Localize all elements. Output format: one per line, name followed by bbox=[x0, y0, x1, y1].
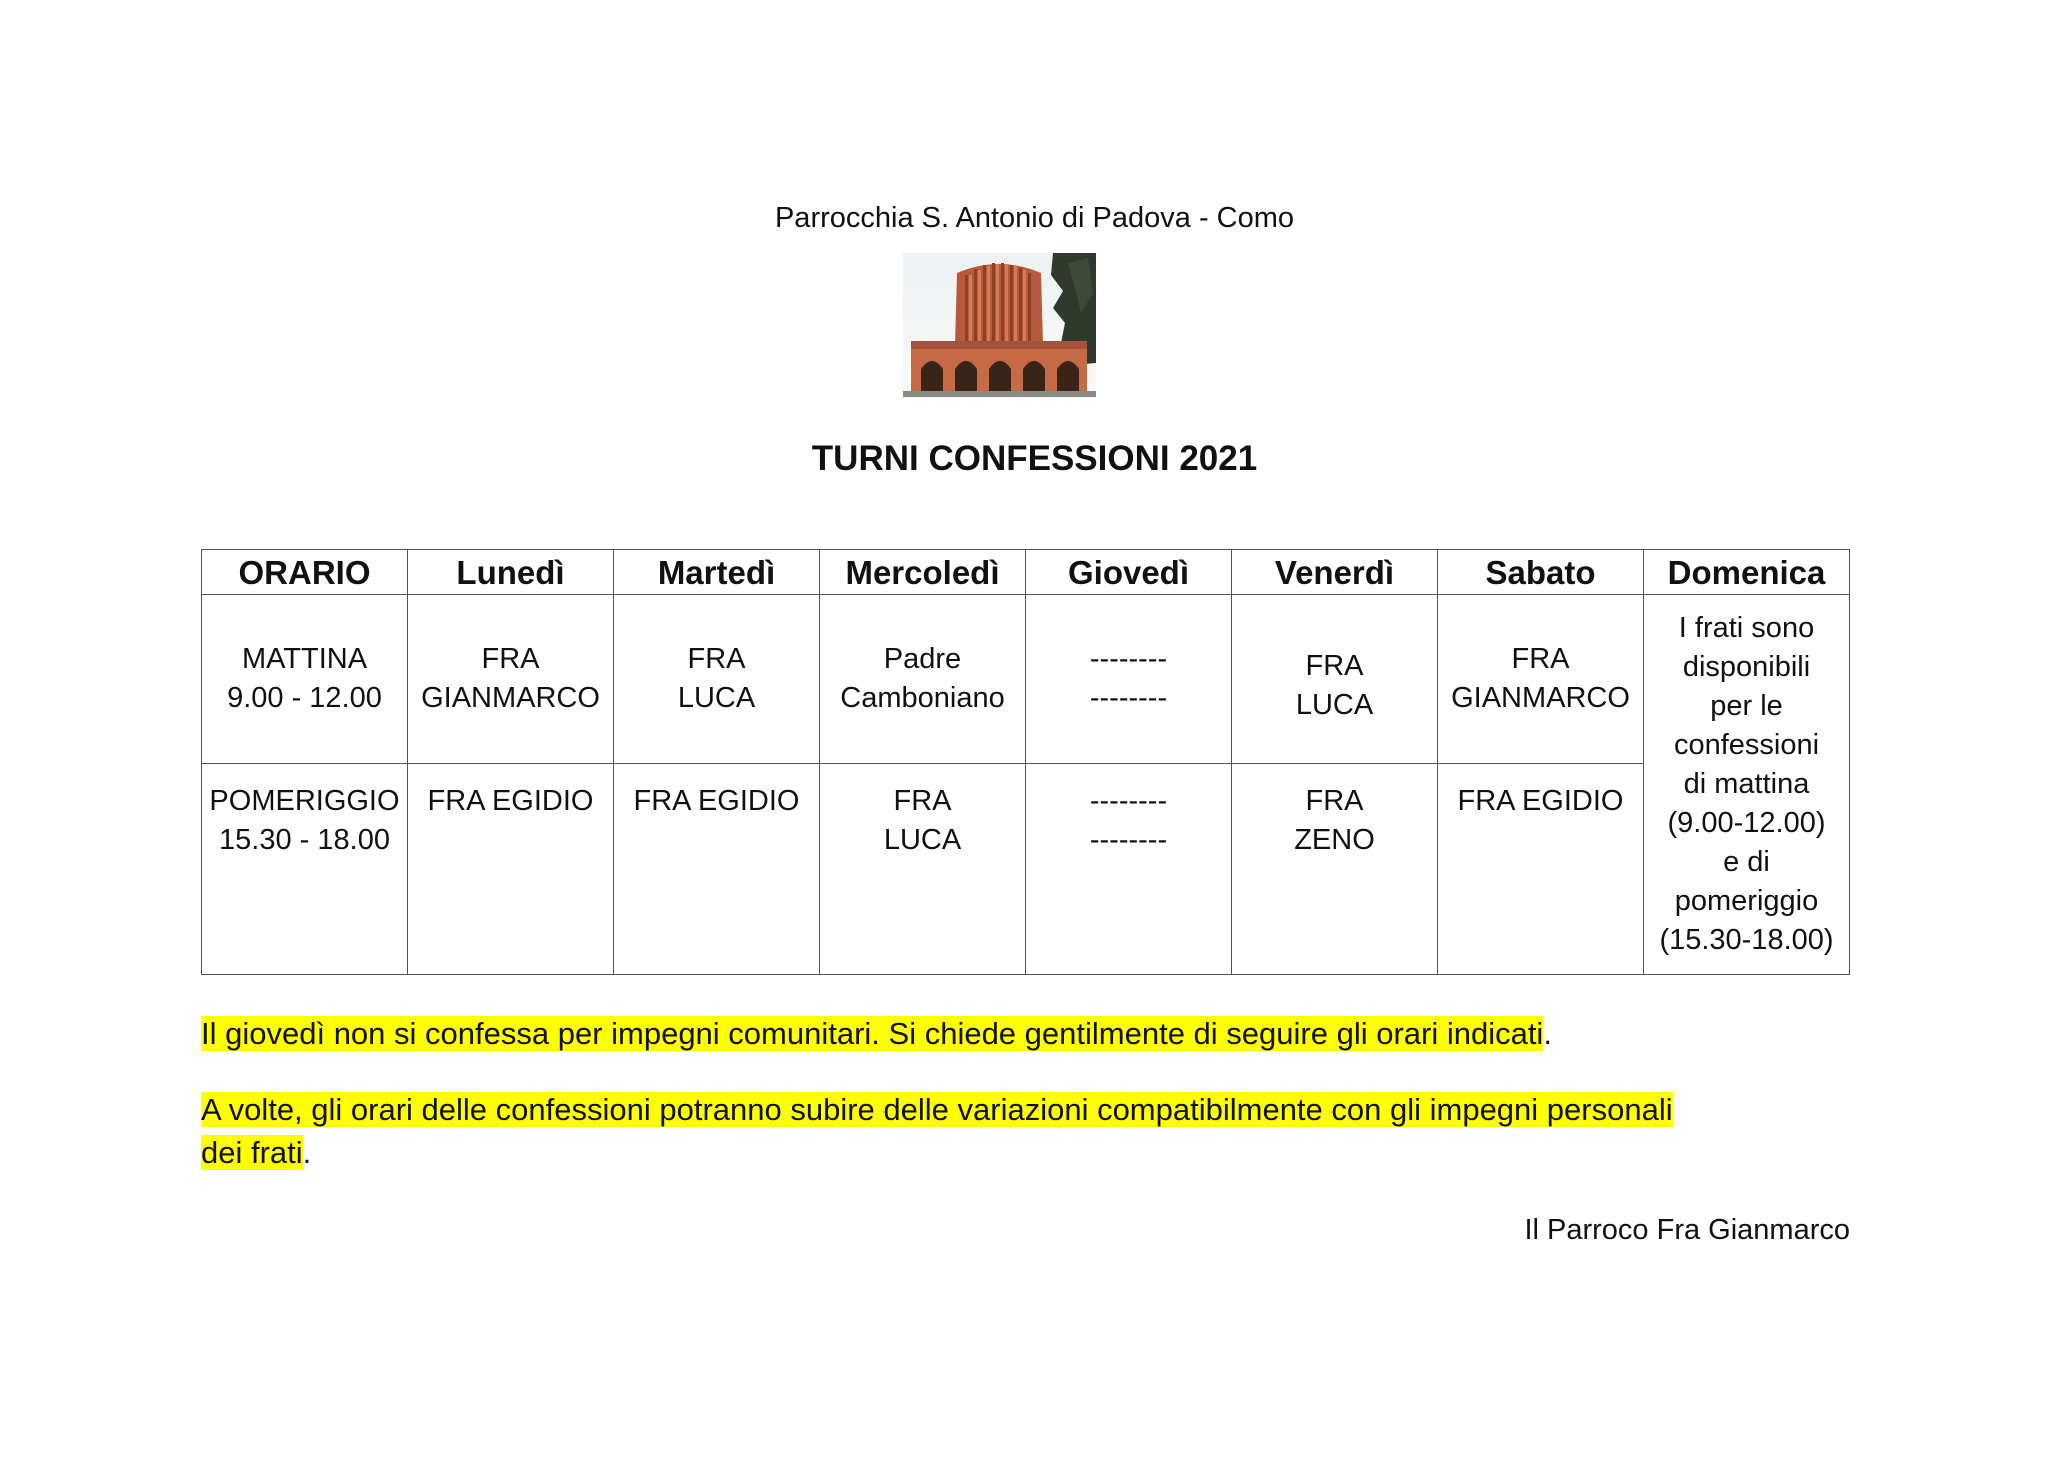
cell-line: FRA bbox=[1305, 650, 1364, 682]
afternoon-sabato bbox=[1438, 764, 1644, 975]
afternoon-mercoledi bbox=[820, 764, 1026, 975]
cell-line: -------- bbox=[1089, 682, 1168, 714]
morning-label: MATTINA bbox=[241, 643, 368, 675]
header-venerdi: Venerdì bbox=[1232, 550, 1438, 595]
sunday-line: confessioni bbox=[1673, 729, 1820, 761]
note-variations-period: . bbox=[302, 1135, 312, 1170]
header-sabato: Sabato bbox=[1438, 550, 1644, 595]
note-variations bbox=[201, 1088, 1850, 1174]
sunday-line: (15.30-18.00) bbox=[1659, 924, 1834, 956]
note-thursday bbox=[201, 1012, 1850, 1055]
signature: Il Parroco Fra Gianmarco bbox=[1524, 1214, 1850, 1246]
cell-line: FRA EGIDIO bbox=[427, 785, 594, 817]
morning-venerdi bbox=[1232, 595, 1438, 764]
header-mercoledi: Mercoledì bbox=[820, 550, 1026, 595]
confession-schedule-table bbox=[201, 549, 1850, 975]
sunday-line: e di bbox=[1723, 846, 1770, 878]
note-variations-highlight-1: A volte, gli orari delle confessioni potranno subire delle variazioni compatibilmente con gli impegni personali bbox=[201, 1092, 1673, 1127]
table-row-afternoon bbox=[202, 764, 1850, 975]
cell-line: Camboniano bbox=[840, 682, 1005, 714]
cell-line: -------- bbox=[1089, 824, 1168, 856]
morning-giovedi bbox=[1026, 595, 1232, 764]
morning-sabato bbox=[1438, 595, 1644, 764]
cell-line: FRA bbox=[687, 643, 746, 675]
afternoon-martedi bbox=[614, 764, 820, 975]
page-title: TURNI CONFESSIONI 2021 bbox=[811, 439, 1258, 478]
cell-line: LUCA bbox=[883, 824, 962, 856]
cell-line: GIANMARCO bbox=[1451, 682, 1630, 714]
parish-name: Parrocchia S. Antonio di Padova - Como bbox=[774, 202, 1295, 234]
sunday-line: pomeriggio bbox=[1674, 885, 1819, 917]
cell-line: FRA bbox=[1511, 643, 1570, 675]
sunday-line: (9.00-12.00) bbox=[1667, 807, 1826, 839]
sunday-line: di mattina bbox=[1683, 768, 1810, 800]
morning-mercoledi bbox=[820, 595, 1026, 764]
cell-line: ZENO bbox=[1294, 824, 1375, 856]
note-thursday-highlight: Il giovedì non si confessa per impegni comunitari. Si chiede gentilmente di seguire gli orari indicati bbox=[201, 1016, 1544, 1051]
afternoon-hours: 15.30 - 18.00 bbox=[219, 824, 390, 856]
cell-line: GIANMARCO bbox=[421, 682, 600, 714]
morning-lunedi bbox=[408, 595, 614, 764]
afternoon-lunedi bbox=[408, 764, 614, 975]
cell-line: FRA bbox=[1305, 785, 1364, 817]
sunday-line: I frati sono bbox=[1678, 612, 1815, 644]
table-header-row bbox=[202, 550, 1850, 595]
cell-line: LUCA bbox=[1295, 689, 1374, 721]
cell-line: FRA bbox=[481, 643, 540, 675]
cell-line: FRA bbox=[893, 785, 952, 817]
header-lunedi: Lunedì bbox=[408, 550, 614, 595]
cell-line: -------- bbox=[1089, 785, 1168, 817]
cell-line: -------- bbox=[1089, 643, 1168, 675]
afternoon-venerdi bbox=[1232, 764, 1438, 975]
morning-martedi bbox=[614, 595, 820, 764]
header-giovedi: Giovedì bbox=[1026, 550, 1232, 595]
cell-line: FRA EGIDIO bbox=[633, 785, 800, 817]
afternoon-time-cell bbox=[202, 764, 408, 975]
church-photo bbox=[903, 253, 1096, 397]
morning-hours: 9.00 - 12.00 bbox=[227, 682, 382, 714]
sunday-line: disponibili bbox=[1682, 651, 1811, 683]
afternoon-label: POMERIGGIO bbox=[209, 785, 400, 817]
morning-time-cell bbox=[202, 595, 408, 764]
sunday-cell bbox=[1644, 595, 1850, 975]
note-thursday-period: . bbox=[1543, 1016, 1552, 1051]
cell-line: Padre bbox=[883, 643, 962, 675]
cell-line: LUCA bbox=[677, 682, 756, 714]
table-row-morning bbox=[202, 595, 1850, 764]
header-orario: ORARIO bbox=[202, 550, 408, 595]
note-variations-highlight-2: dei frati bbox=[201, 1135, 303, 1170]
header-martedi: Martedì bbox=[614, 550, 820, 595]
sunday-line: per le bbox=[1710, 690, 1783, 722]
header-domenica: Domenica bbox=[1644, 550, 1850, 595]
cell-line: FRA EGIDIO bbox=[1457, 785, 1624, 817]
afternoon-giovedi bbox=[1026, 764, 1232, 975]
